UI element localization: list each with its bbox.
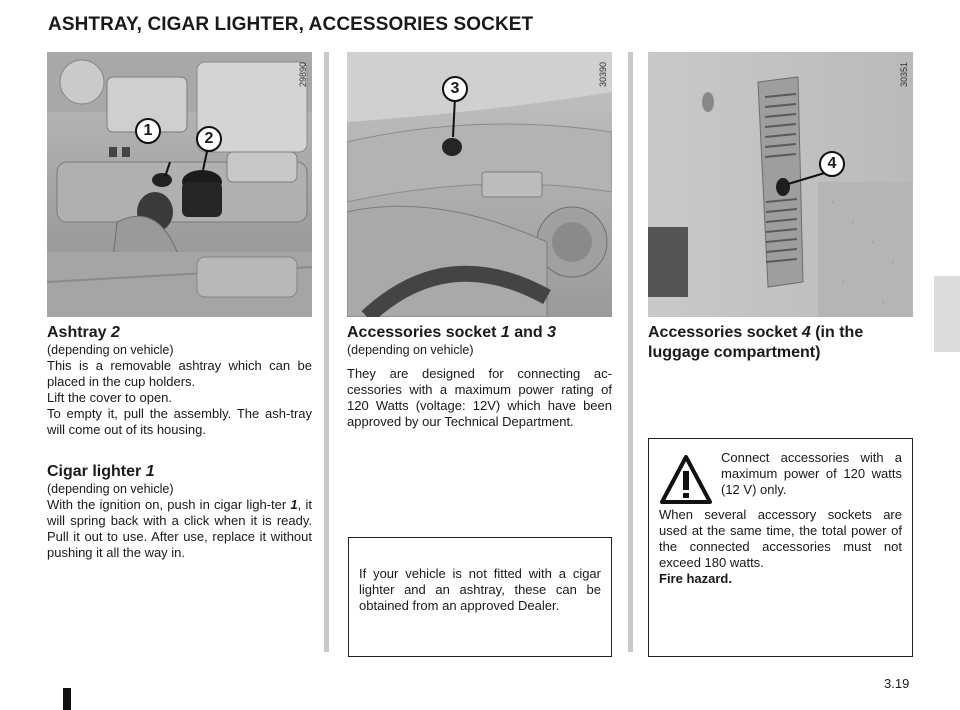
chapter-tab — [934, 276, 960, 352]
accessories-socket-1-3-heading: Accessories socket 1 and 3 — [347, 324, 557, 341]
callout-4: 4 — [819, 151, 845, 177]
accessories-socket-4-heading: Accessories socket 4 (in the luggage compartment) — [648, 324, 864, 361]
page-title: ASHTRAY, CIGAR LIGHTER, ACCESSORIES SOCKET — [48, 14, 534, 35]
ashtray-heading: Ashtray 2 — [47, 324, 120, 341]
accessories-socket-description: They are designed for connecting ac-cessories with a maximum power rating of 120 Watts (voltage: 12V) which have been approved by our Technical Department. — [347, 366, 612, 429]
warning-text-power-limit: Connect accessories with a maximum power of 120 watts (12 V) only. — [721, 450, 902, 497]
photo-accessories-socket-4 — [648, 52, 913, 317]
callout-1: 1 — [135, 118, 161, 144]
cigar-lighter-heading: Cigar lighter 1 — [47, 463, 155, 480]
note-text: If your vehicle is not fitted with a cigar lighter and an ashtray, these can be obtained from an approved Dealer. — [359, 566, 601, 613]
warning-icon — [659, 453, 713, 507]
warning-fire-hazard: Fire hazard. — [659, 571, 732, 586]
column-divider-left — [324, 52, 329, 652]
photo-ashtray-cigar-lighter — [47, 52, 312, 317]
page-number: 3.19 — [884, 676, 910, 691]
callout-3: 3 — [442, 76, 468, 102]
column-2-text — [347, 323, 612, 430]
ashtray-description: This is a removable ashtray which can be placed in the cup holders. — [47, 358, 312, 389]
photo-reference-number: 29890 — [298, 62, 308, 88]
column-3-text — [648, 323, 913, 363]
warning-text-multiple-sockets: When several accessory sockets are used at the same time, the total power of the connected accessories must not exceed 180 watts. — [659, 507, 902, 570]
cigar-lighter-subtitle: (depending on vehicle) — [47, 482, 174, 496]
photo-accessories-socket-3 — [347, 52, 612, 317]
callout-2: 2 — [196, 126, 222, 152]
accessories-socket-subtitle: (depending on vehicle) — [347, 343, 474, 357]
ashtray-subtitle: (depending on vehicle) — [47, 343, 174, 357]
cigar-lighter-description: With the ignition on, push in cigar ligh-ter 1, it will spring back with a click when it is ready. Pull it out to use. After use, replace it without pushing it all the way in. — [47, 497, 312, 560]
column-1-text — [47, 323, 312, 561]
note-box — [348, 537, 612, 657]
column-divider-right — [628, 52, 633, 652]
ashtray-open-instruction: Lift the cover to open. — [47, 390, 173, 405]
warning-box — [648, 438, 913, 657]
ashtray-empty-instruction: To empty it, pull the assembly. The ash-tray will come out of its housing. — [47, 406, 312, 437]
photo-reference-number: 30390 — [598, 62, 608, 88]
photo-reference-number: 30351 — [899, 62, 909, 88]
corner-mark — [63, 688, 71, 710]
